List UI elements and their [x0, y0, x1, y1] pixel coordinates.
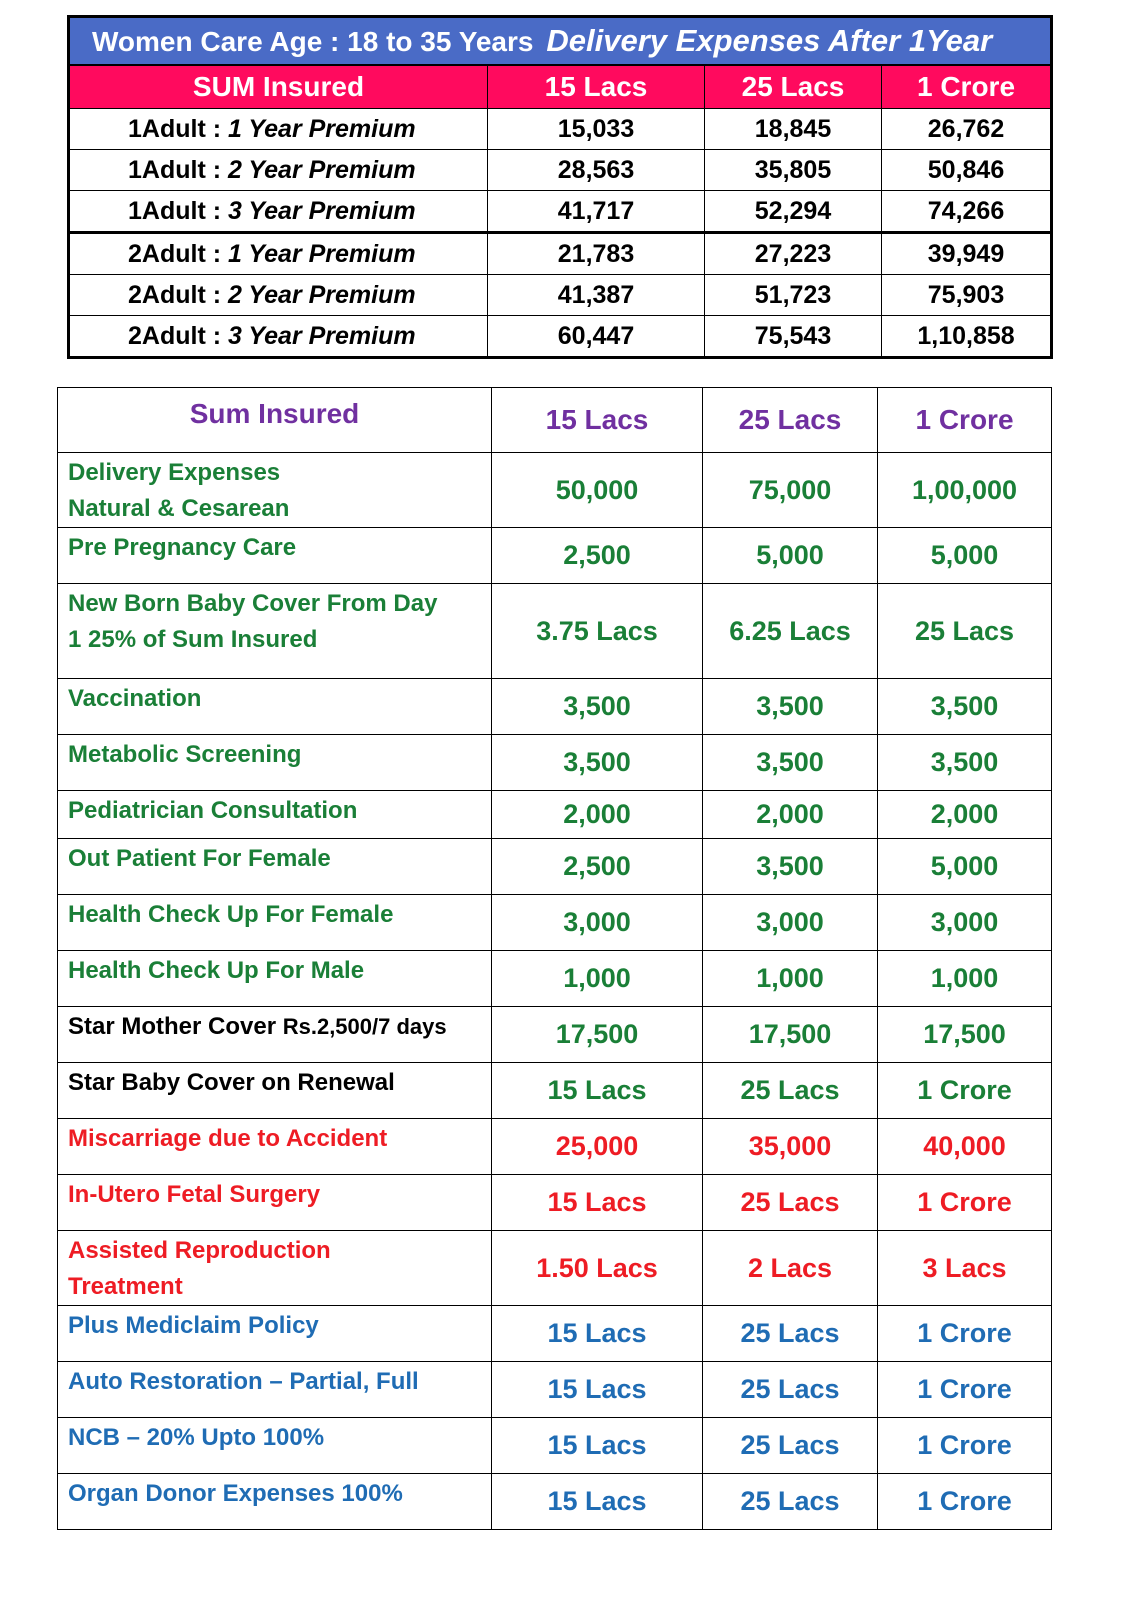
banner-delivery-text: Delivery Expenses After 1Year: [546, 23, 993, 58]
premium-row-label: [69, 150, 488, 191]
benefit-label: Vaccination: [58, 679, 492, 735]
benefit-value: 1 Crore: [878, 1474, 1052, 1530]
benefit-row: [58, 679, 1052, 735]
benefit-value: 1.50 Lacs: [492, 1231, 703, 1306]
benefit-value: 17,500: [703, 1007, 878, 1063]
benefit-value: 40,000: [878, 1119, 1052, 1175]
benefit-value: 2,000: [492, 791, 703, 839]
premium-row-label: [69, 316, 488, 358]
premium-row-label: [69, 233, 488, 275]
adult-count: 2Adult :: [128, 239, 228, 268]
benefit-value: 3,500: [878, 735, 1052, 791]
benefit-label-note: Rs.2,500/7 days: [282, 1014, 447, 1039]
premium-header-cell: 1 Crore: [882, 65, 1052, 109]
premium-header-cell: 25 Lacs: [705, 65, 882, 109]
benefit-value: 15 Lacs: [492, 1063, 703, 1119]
premium-value: 39,949: [882, 233, 1052, 275]
benefit-row: [58, 453, 1052, 528]
benefit-value: 1 Crore: [878, 1306, 1052, 1362]
premium-value: 74,266: [882, 191, 1052, 233]
premium-term: 1 Year Premium: [228, 114, 416, 143]
premium-header-row: [69, 65, 1052, 109]
premium-value: 41,717: [488, 191, 705, 233]
premium-value: 21,783: [488, 233, 705, 275]
premium-value: 50,846: [882, 150, 1052, 191]
benefit-label-line: 1 25% of Sum Insured: [68, 626, 318, 653]
premium-value: 15,033: [488, 109, 705, 150]
premium-row: [69, 275, 1052, 316]
benefit-value: 5,000: [703, 528, 878, 584]
benefit-value: 3,500: [878, 679, 1052, 735]
benefit-label: In-Utero Fetal Surgery: [58, 1175, 492, 1231]
premium-row-label: [69, 191, 488, 233]
benefit-label-line: New Born Baby Cover From Day: [68, 590, 438, 617]
benefit-value: 3,000: [878, 895, 1052, 951]
premium-header-cell: 15 Lacs: [488, 65, 705, 109]
premium-row: [69, 191, 1052, 233]
benefit-value: 1,00,000: [878, 453, 1052, 528]
premium-value: 27,223: [705, 233, 882, 275]
benefit-value: 25 Lacs: [703, 1175, 878, 1231]
benefit-row: [58, 791, 1052, 839]
adult-count: 2Adult :: [128, 321, 228, 350]
benefit-value: 75,000: [703, 453, 878, 528]
benefit-label: Out Patient For Female: [58, 839, 492, 895]
benefit-row: [58, 1418, 1052, 1474]
benefit-row: [58, 839, 1052, 895]
benefit-value: 3.75 Lacs: [492, 584, 703, 679]
benefit-value: 1 Crore: [878, 1418, 1052, 1474]
premium-value: 60,447: [488, 316, 705, 358]
benefit-value: 15 Lacs: [492, 1362, 703, 1418]
benefits-header-cell: 1 Crore: [878, 388, 1052, 453]
benefit-row: [58, 1063, 1052, 1119]
premium-value: 1,10,858: [882, 316, 1052, 358]
benefit-value: 1 Crore: [878, 1175, 1052, 1231]
benefit-value: 25 Lacs: [878, 584, 1052, 679]
benefit-row: [58, 528, 1052, 584]
premium-value: 18,845: [705, 109, 882, 150]
benefit-label-line: Assisted Reproduction: [68, 1237, 331, 1264]
benefit-value: 25 Lacs: [703, 1306, 878, 1362]
premium-table: [67, 15, 1053, 359]
benefit-value: 3,000: [492, 895, 703, 951]
benefit-value: 3,500: [492, 679, 703, 735]
benefit-value: 1,000: [878, 951, 1052, 1007]
premium-row: [69, 150, 1052, 191]
benefit-row: [58, 951, 1052, 1007]
premium-row: [69, 316, 1052, 358]
benefit-label-line: Treatment: [68, 1273, 183, 1300]
adult-count: 1Adult :: [128, 114, 228, 143]
benefits-header-row: [58, 388, 1052, 453]
benefit-label: [58, 1007, 492, 1063]
premium-value: 75,543: [705, 316, 882, 358]
benefit-value: 2 Lacs: [703, 1231, 878, 1306]
benefit-label: [58, 584, 492, 679]
benefit-row: [58, 1231, 1052, 1306]
banner-age-text: Women Care Age : 18 to 35 Years: [92, 26, 534, 57]
benefit-row: [58, 1306, 1052, 1362]
premium-banner-row: [69, 17, 1052, 66]
benefit-value: 15 Lacs: [492, 1474, 703, 1530]
benefit-value: 1 Crore: [878, 1362, 1052, 1418]
premium-value: 52,294: [705, 191, 882, 233]
benefit-value: 17,500: [492, 1007, 703, 1063]
premium-row: [69, 109, 1052, 150]
benefit-row: [58, 1175, 1052, 1231]
premium-term: 2 Year Premium: [228, 155, 416, 184]
benefit-value: 2,000: [703, 791, 878, 839]
benefit-value: 1,000: [703, 951, 878, 1007]
benefit-label: Auto Restoration – Partial, Full: [58, 1362, 492, 1418]
benefit-value: 3,500: [492, 735, 703, 791]
premium-row-label: [69, 109, 488, 150]
benefit-label: Miscarriage due to Accident: [58, 1119, 492, 1175]
benefit-label: Pre Pregnancy Care: [58, 528, 492, 584]
adult-count: 1Adult :: [128, 155, 228, 184]
adult-count: 1Adult :: [128, 196, 228, 225]
benefits-header-cell: 15 Lacs: [492, 388, 703, 453]
benefits-header-cell: 25 Lacs: [703, 388, 878, 453]
benefit-row: [58, 895, 1052, 951]
premium-row: [69, 233, 1052, 275]
benefit-row: [58, 1362, 1052, 1418]
benefit-value: 15 Lacs: [492, 1175, 703, 1231]
benefit-value: 3 Lacs: [878, 1231, 1052, 1306]
benefit-value: 5,000: [878, 528, 1052, 584]
premium-banner: [69, 17, 1052, 66]
premium-value: 35,805: [705, 150, 882, 191]
benefit-value: 15 Lacs: [492, 1418, 703, 1474]
benefit-value: 17,500: [878, 1007, 1052, 1063]
benefit-label-line: Delivery Expenses: [68, 459, 281, 486]
benefit-value: 35,000: [703, 1119, 878, 1175]
benefit-value: 2,000: [878, 791, 1052, 839]
benefit-value: 1,000: [492, 951, 703, 1007]
premium-row-label: [69, 275, 488, 316]
premium-term: 3 Year Premium: [228, 196, 416, 225]
benefit-label: Star Baby Cover on Renewal: [58, 1063, 492, 1119]
premium-header-cell: SUM Insured: [69, 65, 488, 109]
benefit-value: 5,000: [878, 839, 1052, 895]
benefit-label: [58, 453, 492, 528]
benefit-value: 2,500: [492, 528, 703, 584]
benefit-value: 3,500: [703, 679, 878, 735]
premium-term: 2 Year Premium: [228, 280, 416, 309]
benefit-row: [58, 735, 1052, 791]
benefit-value: 3,000: [703, 895, 878, 951]
benefit-label: Health Check Up For Male: [58, 951, 492, 1007]
benefit-value: 25 Lacs: [703, 1362, 878, 1418]
benefit-value: 3,500: [703, 735, 878, 791]
benefit-value: 1 Crore: [878, 1063, 1052, 1119]
benefit-label: Health Check Up For Female: [58, 895, 492, 951]
benefit-row: [58, 584, 1052, 679]
benefit-value: 25,000: [492, 1119, 703, 1175]
benefits-table: [57, 387, 1052, 1530]
premium-value: 26,762: [882, 109, 1052, 150]
benefit-row: [58, 1119, 1052, 1175]
premium-value: 75,903: [882, 275, 1052, 316]
adult-count: 2Adult :: [128, 280, 228, 309]
premium-value: 41,387: [488, 275, 705, 316]
benefits-header-cell: Sum Insured: [58, 388, 492, 453]
benefit-label: NCB – 20% Upto 100%: [58, 1418, 492, 1474]
benefit-value: 25 Lacs: [703, 1418, 878, 1474]
benefit-label-line: Natural & Cesarean: [68, 495, 290, 522]
premium-term: 1 Year Premium: [228, 239, 416, 268]
benefit-label: Metabolic Screening: [58, 735, 492, 791]
benefit-value: 3,500: [703, 839, 878, 895]
benefit-label: [58, 1231, 492, 1306]
benefit-label: Plus Mediclaim Policy: [58, 1306, 492, 1362]
premium-value: 28,563: [488, 150, 705, 191]
benefit-label: Organ Donor Expenses 100%: [58, 1474, 492, 1530]
benefit-row: [58, 1007, 1052, 1063]
benefit-value: 2,500: [492, 839, 703, 895]
benefit-label: Pediatrician Consultation: [58, 791, 492, 839]
premium-term: 3 Year Premium: [228, 321, 416, 350]
benefit-row: [58, 1474, 1052, 1530]
premium-value: 51,723: [705, 275, 882, 316]
benefit-value: 25 Lacs: [703, 1063, 878, 1119]
benefit-value: 6.25 Lacs: [703, 584, 878, 679]
benefit-value: 50,000: [492, 453, 703, 528]
benefit-value: 25 Lacs: [703, 1474, 878, 1530]
benefit-label-main: Star Mother Cover: [68, 1013, 283, 1040]
benefit-value: 15 Lacs: [492, 1306, 703, 1362]
